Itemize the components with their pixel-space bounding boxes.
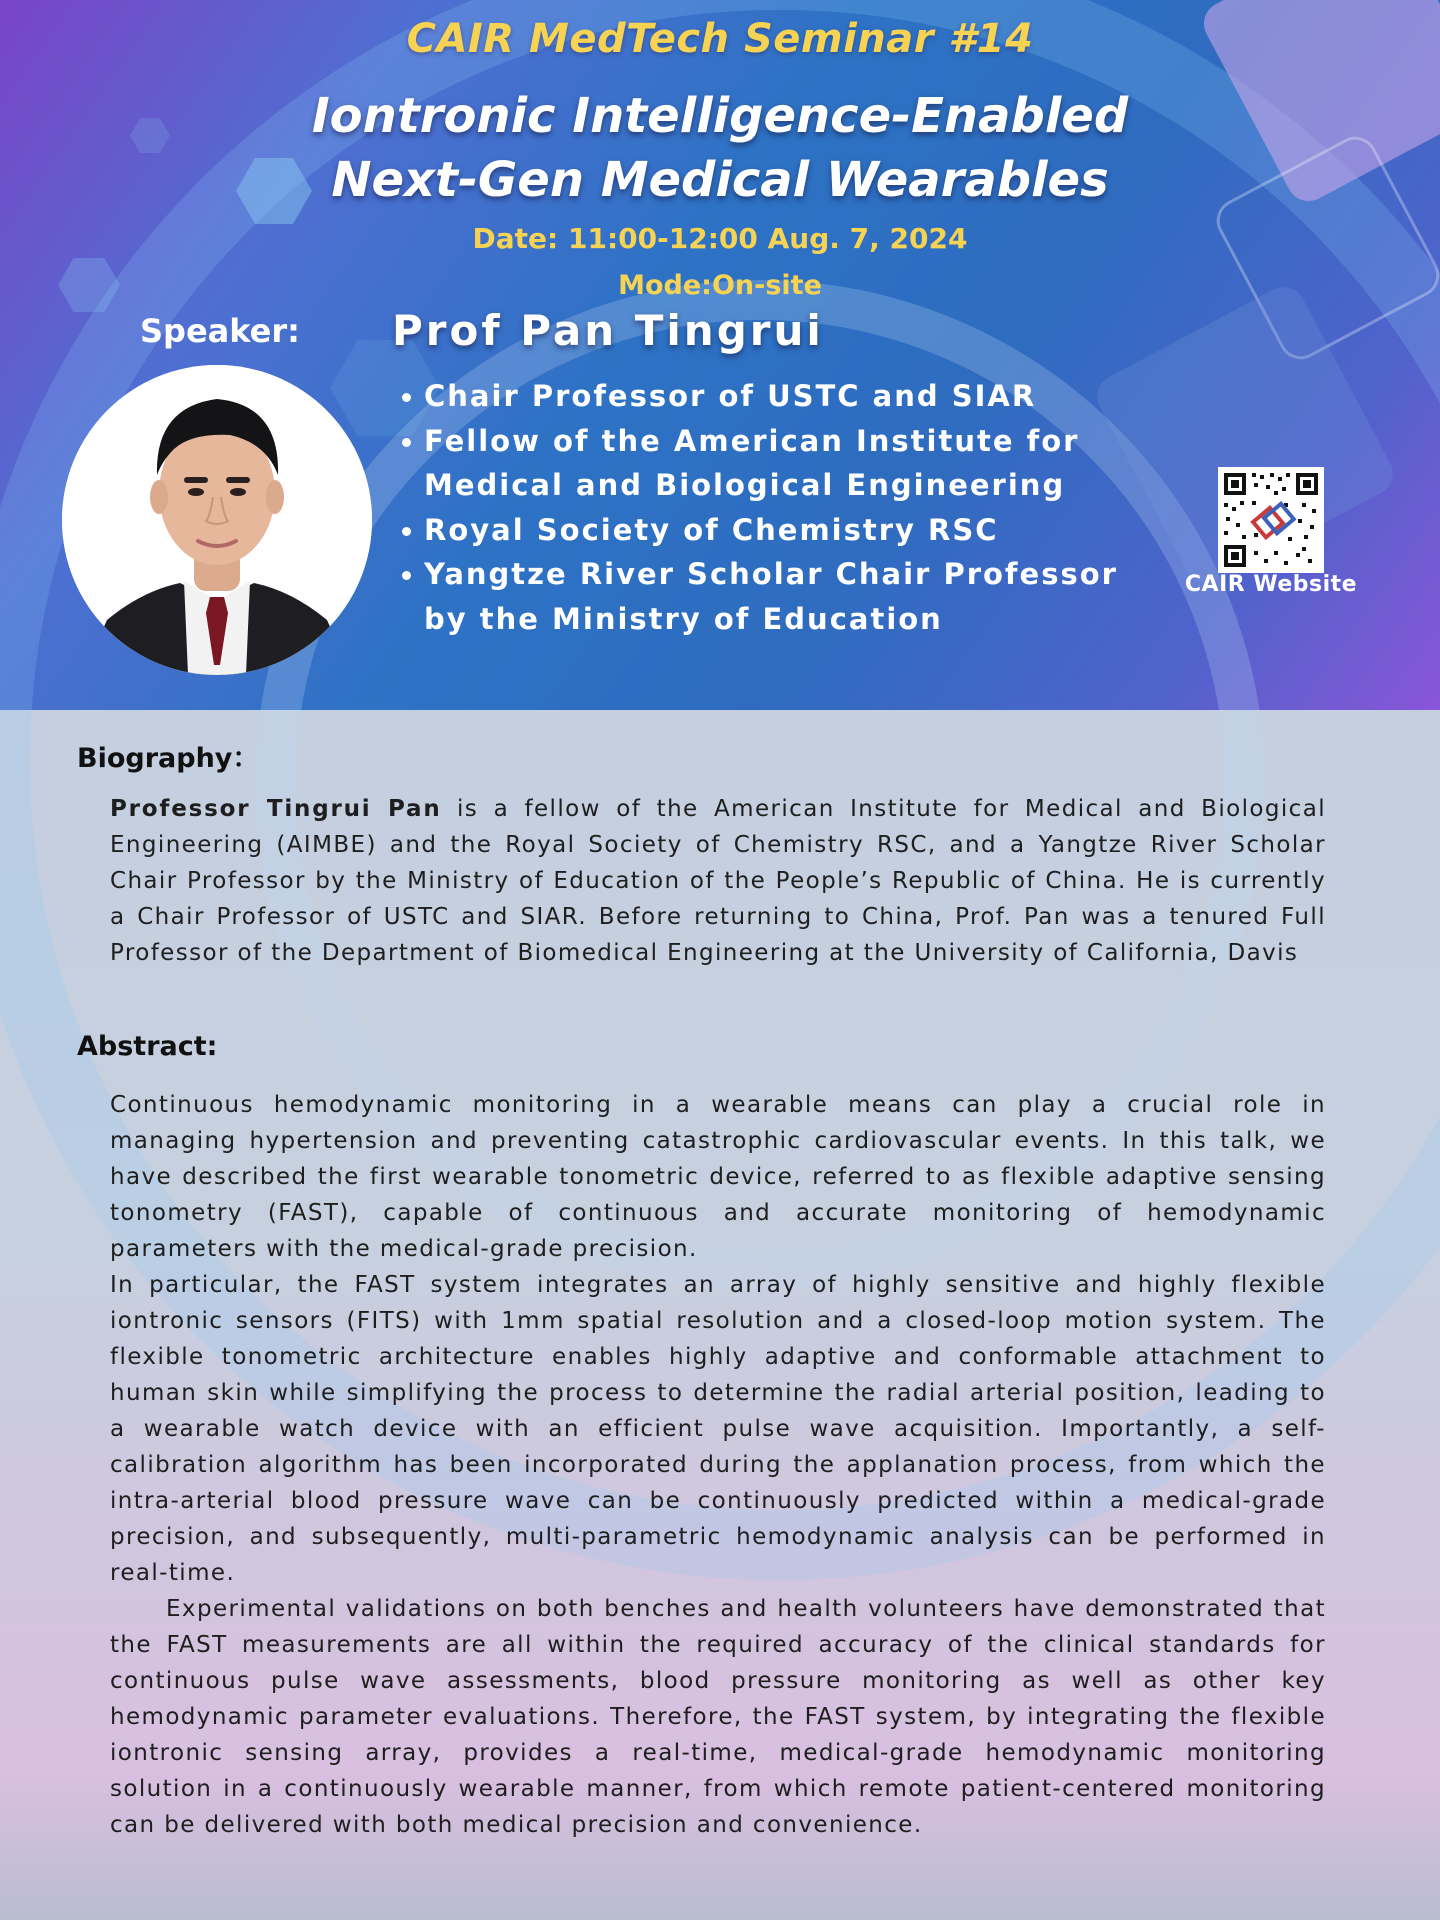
speaker-photo xyxy=(62,365,372,675)
speaker-label: Speaker: xyxy=(140,312,300,350)
speaker-name: Prof Pan Tingrui xyxy=(392,306,824,355)
credential-item: Yangtze River Scholar Chair Professor by the Ministry of Education xyxy=(400,552,1140,641)
credential-item: Chair Professor of USTC and SIAR xyxy=(400,374,1140,419)
speaker-credentials xyxy=(400,374,1140,641)
credential-item: Royal Society of Chemistry RSC xyxy=(400,508,1140,553)
talk-title-line: Next-Gen Medical Wearables xyxy=(331,152,1109,208)
website-qr-code[interactable] xyxy=(1218,467,1324,573)
qr-code-label: CAIR Website xyxy=(1184,572,1358,597)
abstract-paragraph: Continuous hemodynamic monitoring in a wearable means can play a crucial role in managing hypertension and preventing catastrophic cardiovascular events. In this talk, we have described the first wearable tonometric device, referred to as flexible adaptive sensing tonometry (FAST), capable of continuous and accurate monitoring of hemodynamic parameters with the medical-grade precision. xyxy=(110,1092,1326,1262)
credential-item: Fellow of the American Institute for Medical and Biological Engineering xyxy=(400,419,1140,508)
biography-speaker-name: Professor Tingrui Pan xyxy=(110,796,442,822)
biography-heading: Biography： xyxy=(77,743,260,774)
talk-title-line: Iontronic Intelligence-Enabled xyxy=(311,88,1129,144)
event-mode: Mode:On-site xyxy=(618,270,822,301)
biography-body: is a fellow of the American Institute for Medical and Biological Engineering (AIMBE) and the Royal Society of Chemistry RSC, and a Yangtze River Scholar Chair Professor by the Ministry of Education of the People’s Republic of China. He is currently a Chair Professor of USTC and SIAR. Before returning to China, Prof. Pan was a tenured Full Professor of the Department of Biomedical Engineering at the University of California, Davis xyxy=(110,796,1327,966)
abstract-text xyxy=(110,1087,1326,1843)
event-date: Date: 11:00-12:00 Aug. 7, 2024 xyxy=(472,222,968,255)
abstract-heading: Abstract: xyxy=(77,1031,218,1062)
biography-text xyxy=(110,791,1326,971)
abstract-paragraph: Experimental validations on both benches and health volunteers have demonstrated that the FAST measurements are all within the required accuracy of the clinical standards for continuous pulse wave assessments, blood pressure monitoring as well as other key hemodynamic parameter evaluations. Therefore, the FAST system, by integrating the flexible iontronic sensing array, provides a real-time, medical-grade hemodynamic monitoring solution in a continuously wearable manner, from which remote patient-centered monitoring can be delivered with both medical precision and convenience. xyxy=(110,1596,1326,1838)
talk-title xyxy=(0,84,1440,212)
seminar-title: CAIR MedTech Seminar #14 xyxy=(406,16,1034,62)
abstract-paragraph: In particular, the FAST system integrates an array of highly sensitive and highly flexible iontronic sensors (FITS) with 1mm spatial resolution and a closed-loop motion system. The flexible tonometric architecture enables highly adaptive and conformable attachment to human skin while simplifying the process to determine the radial arterial position, leading to a wearable watch device with an efficient pulse wave acquisition. Importantly, a self-calibration algorithm has been incorporated during the applanation process, from which the intra-arterial blood pressure wave can be continuously predicted within a medical-grade precision, and subsequently, multi-parametric hemodynamic analysis can be performed in real-time. xyxy=(110,1272,1326,1586)
